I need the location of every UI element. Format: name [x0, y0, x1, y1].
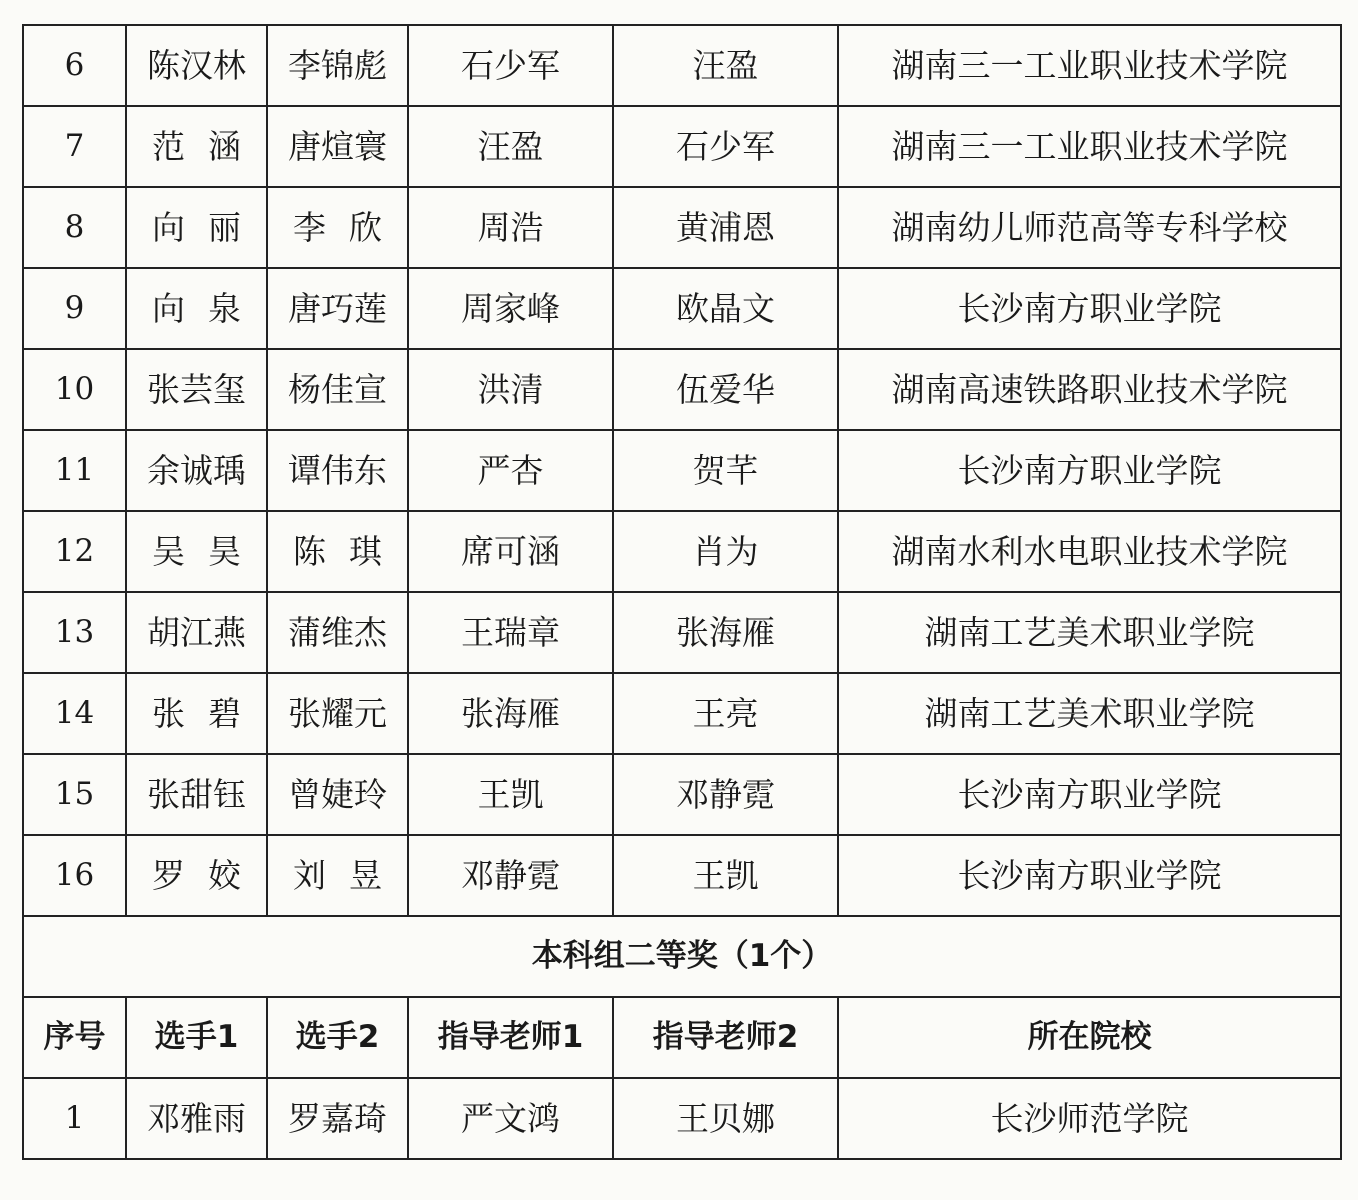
- row-number: [23, 511, 126, 592]
- teacher-1-name-text: 周家峰: [461, 289, 560, 328]
- row-number-text: 13: [54, 614, 95, 650]
- school-name: [838, 106, 1341, 187]
- player-2-name: [267, 511, 408, 592]
- header-school: 所在院校: [838, 997, 1341, 1078]
- row-number: [23, 673, 126, 754]
- school-name-text: 长沙南方职业学院: [957, 856, 1222, 895]
- section-title: 本科组二等奖（1个）: [23, 916, 1341, 997]
- player-1-name-text: 张芸玺: [147, 370, 246, 409]
- player-1-name: [126, 25, 267, 106]
- teacher-1-name-text: 王凯: [477, 775, 544, 814]
- row-number-text: 1: [64, 1100, 85, 1136]
- row-number: [23, 25, 126, 106]
- player-1-name-text: 向泉: [151, 289, 265, 328]
- player-1-name-text: 张碧: [151, 694, 265, 733]
- section-title-row: [23, 916, 1341, 997]
- player-1-name-text: 张甜钰: [147, 775, 246, 814]
- teacher-2-name: [613, 25, 838, 106]
- teacher-2-name: [613, 673, 838, 754]
- header-no: 序号: [23, 997, 126, 1078]
- player-2-name: [267, 268, 408, 349]
- player-2-name: [267, 349, 408, 430]
- row-number: [23, 349, 126, 430]
- row-number-text: 7: [64, 128, 85, 164]
- player-1-name: [126, 511, 267, 592]
- player-1-name: [126, 268, 267, 349]
- row-number-text: 16: [54, 857, 95, 893]
- player-1-name: [126, 673, 267, 754]
- teacher-1-name: [408, 430, 613, 511]
- teacher-1-name: [408, 268, 613, 349]
- player-2-name: [267, 673, 408, 754]
- school-name-text: 湖南三一工业职业技术学院: [891, 127, 1288, 166]
- player-2-name: [267, 430, 408, 511]
- player-2-name-text: 刘昱: [292, 856, 406, 895]
- player-2-name: [267, 25, 408, 106]
- row-number-text: 6: [64, 47, 85, 83]
- teacher-1-name-text: 汪盈: [477, 127, 544, 166]
- header-row: [23, 997, 1341, 1078]
- teacher-1-name-text: 邓静霓: [461, 856, 560, 895]
- teacher-1-name-text: 席可涵: [461, 532, 560, 571]
- player-1-name: [126, 430, 267, 511]
- teacher-1-name-text: 严文鸿: [461, 1099, 560, 1138]
- player-1-name-text: 陈汉林: [147, 46, 246, 85]
- player-1-name: [126, 1078, 267, 1159]
- player-1-name-text: 余诚瑀: [147, 451, 246, 490]
- player-2-name-text: 李欣: [292, 208, 406, 247]
- table-row: [23, 106, 1341, 187]
- teacher-1-name: [408, 592, 613, 673]
- table-row: [23, 349, 1341, 430]
- row-number-text: 12: [54, 533, 95, 569]
- player-2-name-text: 张耀元: [288, 694, 387, 733]
- teacher-2-name-text: 贺芊: [692, 451, 759, 490]
- award-table: [22, 24, 1342, 1160]
- school-name-text: 湖南三一工业职业技术学院: [891, 46, 1288, 85]
- player-1-name-text: 范涵: [151, 127, 265, 166]
- player-1-name: [126, 754, 267, 835]
- teacher-1-name-text: 石少军: [461, 46, 560, 85]
- award-rows-group-a: [23, 25, 1341, 916]
- player-2-name: [267, 106, 408, 187]
- player-1-name: [126, 592, 267, 673]
- player-1-name: [126, 106, 267, 187]
- table-row: [23, 592, 1341, 673]
- header-player-1: 选手1: [126, 997, 267, 1078]
- teacher-1-name: [408, 673, 613, 754]
- row-number: [23, 430, 126, 511]
- table-row: [23, 268, 1341, 349]
- row-number: [23, 1078, 126, 1159]
- section-group: [23, 916, 1341, 1078]
- school-name: [838, 754, 1341, 835]
- teacher-1-name: [408, 511, 613, 592]
- school-name-text: 长沙师范学院: [990, 1099, 1189, 1138]
- row-number: [23, 268, 126, 349]
- teacher-2-name-text: 石少军: [676, 127, 775, 166]
- player-2-name-text: 谭伟东: [288, 451, 387, 490]
- player-2-name-text: 唐煊寰: [288, 127, 387, 166]
- table-row: [23, 187, 1341, 268]
- player-2-name-text: 曾婕玲: [288, 775, 387, 814]
- teacher-1-name: [408, 754, 613, 835]
- row-number-text: 8: [64, 209, 85, 245]
- header-teacher-2: 指导老师2: [613, 997, 838, 1078]
- row-number: [23, 592, 126, 673]
- school-name: [838, 1078, 1341, 1159]
- table-row: [23, 835, 1341, 916]
- teacher-2-name-text: 王凯: [692, 856, 759, 895]
- school-name: [838, 349, 1341, 430]
- row-number: [23, 835, 126, 916]
- school-name-text: 长沙南方职业学院: [957, 289, 1222, 328]
- school-name: [838, 835, 1341, 916]
- row-number-text: 11: [54, 452, 95, 488]
- teacher-1-name-text: 周浩: [477, 208, 544, 247]
- school-name: [838, 511, 1341, 592]
- teacher-2-name: [613, 1078, 838, 1159]
- player-2-name: [267, 754, 408, 835]
- teacher-2-name-text: 张海雁: [676, 613, 775, 652]
- row-number: [23, 187, 126, 268]
- player-2-name: [267, 592, 408, 673]
- teacher-1-name: [408, 25, 613, 106]
- teacher-2-name-text: 伍爱华: [676, 370, 775, 409]
- player-1-name: [126, 835, 267, 916]
- school-name: [838, 592, 1341, 673]
- player-2-name-text: 唐巧莲: [288, 289, 387, 328]
- school-name-text: 长沙南方职业学院: [957, 775, 1222, 814]
- row-number-text: 9: [64, 290, 85, 326]
- teacher-2-name: [613, 835, 838, 916]
- teacher-2-name-text: 欧晶文: [676, 289, 775, 328]
- school-name-text: 湖南工艺美术职业学院: [924, 694, 1255, 733]
- player-2-name-text: 李锦彪: [288, 46, 387, 85]
- table-row: [23, 25, 1341, 106]
- school-name-text: 长沙南方职业学院: [957, 451, 1222, 490]
- player-1-name-text: 罗姣: [151, 856, 265, 895]
- player-2-name-text: 陈琪: [292, 532, 406, 571]
- teacher-1-name: [408, 835, 613, 916]
- player-2-name-text: 杨佳宣: [288, 370, 387, 409]
- player-1-name-text: 吴昊: [151, 532, 265, 571]
- table-row: [23, 511, 1341, 592]
- school-name: [838, 187, 1341, 268]
- player-2-name: [267, 1078, 408, 1159]
- teacher-1-name-text: 张海雁: [461, 694, 560, 733]
- row-number: [23, 754, 126, 835]
- teacher-1-name: [408, 187, 613, 268]
- school-name-text: 湖南工艺美术职业学院: [924, 613, 1255, 652]
- teacher-2-name: [613, 349, 838, 430]
- player-1-name: [126, 187, 267, 268]
- player-1-name-text: 胡江燕: [147, 613, 246, 652]
- teacher-2-name-text: 肖为: [692, 532, 759, 571]
- school-name-text: 湖南水利水电职业技术学院: [891, 532, 1288, 571]
- teacher-2-name-text: 汪盈: [692, 46, 759, 85]
- teacher-1-name: [408, 349, 613, 430]
- table-row: [23, 754, 1341, 835]
- teacher-1-name-text: 洪清: [477, 370, 544, 409]
- teacher-1-name-text: 严杏: [477, 451, 544, 490]
- school-name: [838, 25, 1341, 106]
- school-name-text: 湖南高速铁路职业技术学院: [891, 370, 1288, 409]
- player-2-name-text: 罗嘉琦: [288, 1099, 387, 1138]
- table-row: [23, 1078, 1341, 1159]
- teacher-2-name-text: 黄浦恩: [676, 208, 775, 247]
- row-number-text: 10: [54, 371, 95, 407]
- teacher-1-name: [408, 106, 613, 187]
- award-table-page: [22, 24, 1342, 1160]
- school-name-text: 湖南幼儿师范高等专科学校: [891, 208, 1288, 247]
- row-number: [23, 106, 126, 187]
- row-number-text: 15: [54, 776, 95, 812]
- teacher-2-name: [613, 511, 838, 592]
- teacher-2-name: [613, 268, 838, 349]
- teacher-2-name-text: 邓静霓: [676, 775, 775, 814]
- teacher-2-name: [613, 592, 838, 673]
- player-2-name: [267, 187, 408, 268]
- teacher-2-name-text: 王亮: [692, 694, 759, 733]
- teacher-1-name-text: 王瑞章: [461, 613, 560, 652]
- player-1-name: [126, 349, 267, 430]
- player-2-name-text: 蒲维杰: [288, 613, 387, 652]
- player-1-name-text: 向丽: [151, 208, 265, 247]
- table-row: [23, 673, 1341, 754]
- teacher-2-name: [613, 187, 838, 268]
- table-row: [23, 430, 1341, 511]
- school-name: [838, 268, 1341, 349]
- header-player-2: 选手2: [267, 997, 408, 1078]
- row-number-text: 14: [54, 695, 95, 731]
- player-2-name: [267, 835, 408, 916]
- teacher-2-name-text: 王贝娜: [676, 1099, 775, 1138]
- header-teacher-1: 指导老师1: [408, 997, 613, 1078]
- teacher-1-name: [408, 1078, 613, 1159]
- player-1-name-text: 邓雅雨: [147, 1099, 246, 1138]
- school-name: [838, 673, 1341, 754]
- teacher-2-name: [613, 106, 838, 187]
- award-rows-group-b: [23, 1078, 1341, 1159]
- school-name: [838, 430, 1341, 511]
- teacher-2-name: [613, 754, 838, 835]
- teacher-2-name: [613, 430, 838, 511]
